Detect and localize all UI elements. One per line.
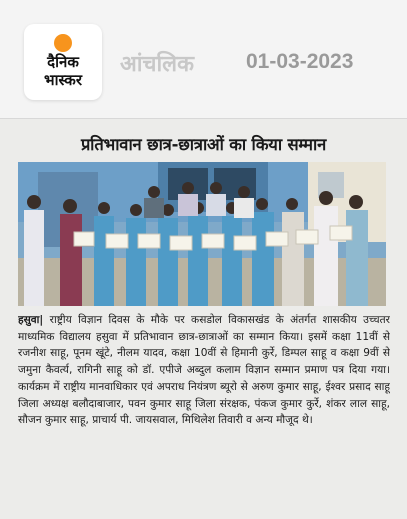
header: [0, 0, 407, 118]
article-body: [18, 312, 390, 512]
logo-text-dainik: दैनिक: [47, 53, 79, 71]
article-dateline: हसुवा|: [18, 314, 44, 326]
logo-text-bhaskar: भास्कर: [44, 71, 82, 89]
article-photo: [18, 162, 386, 306]
edition-date: 01-03-2023: [246, 50, 354, 73]
article-headline: प्रतिभावान छात्र-छात्राओं का किया सम्मान: [80, 135, 327, 154]
article-text: राष्ट्रीय विज्ञान दिवस के मौके पर कसडोल विकासखंड के अंतर्गत शासकीय उच्चतर माध्यमिक विद्यालय हसुवा में प्रतिभावान छात्र-छात्राओं का सम्मान किया। इसमें कक्षा 11वीं से रजनीश साहू, पूनम खूंटे, नीलम यादव, कक्षा 10वीं से हिमानी कुर्रे, डिम्पल साहू व कक्षा 9वीं से जमुना कैवर्त्य, रागिनी साहू को डॉ. एपीजे अब्दुल कलाम विज्ञान सम्मान प्रमाण पत्र दिया गया। कार्यक्रम में राष्ट्रीय मानवाधिकार एवं अपराध नियंत्रण ब्यूरो से अरुण कुमार साहू, ईश्वर प्रसाद साहू जिला अध्यक्ष बलौदाबाजार, पवन कुमार साहू जिला संरक्षक, पंकज कुमार कुर्रे, शंकर लाल साहू, सौजन कुमार साहू, प्राचार्य पी. जायसवाल, मिथिलेश तिवारी व अन्य मौजूद थे।: [18, 314, 390, 427]
dainik-bhaskar-logo[interactable]: [24, 24, 102, 100]
edition-label: आंचलिक: [120, 52, 194, 77]
sun-icon: [54, 34, 72, 52]
